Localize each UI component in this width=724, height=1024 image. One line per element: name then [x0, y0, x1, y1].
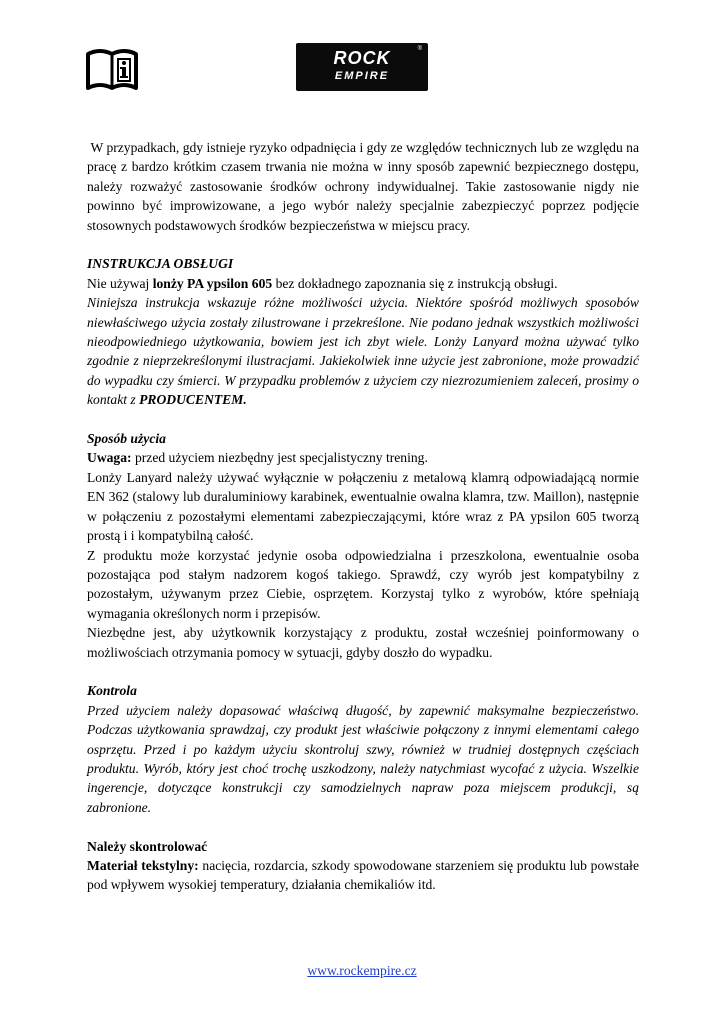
material-text: nacięcia, rozdarcia, szkody spowodowane starzeniem się produktu lub powstałe pod wpływem wysokiej temperatury, działania chemikaliów itd.: [87, 857, 639, 893]
rock-empire-logo: [296, 43, 428, 91]
product-name: lonży PA ypsilon 605: [152, 275, 273, 291]
material-paragraph: [87, 856, 639, 895]
document-body: [87, 138, 639, 895]
uwaga-text: przed użyciem niezbędny jest specjalistyczny trening.: [131, 450, 428, 466]
logo-registered-mark: ®: [417, 46, 422, 52]
uwaga-label: Uwaga:: [87, 450, 132, 466]
intro-paragraph: [87, 138, 639, 235]
instrukcja-line1-after: bez dokładnego zapoznania się z instrukcją obsługi.: [272, 275, 558, 291]
skontrolowac-heading: Należy skontrolować: [87, 838, 208, 854]
sposob-paragraph-3: Niezbędne jest, aby użytkownik korzystający z produktu, został wcześniej poinformowany o możliwościach otrzymania pomocy w sytuacji, gdyby doszło do wypadku.: [87, 625, 639, 660]
instrukcja-line1-before: Nie używaj: [87, 275, 153, 291]
sposob-paragraph-1: Lonży Lanyard należy używać wyłącznie w połączeniu z metalową klamrą odpowiadającą normie EN 362 (stalowy lub duraluminiowy karabinek, ewentualnie owalna klamra, tzw. Maillon), następnie w połączeniu z pozostałymi elementami zabezpieczającymi, które wraz z PA ypsilon 605 tworzą prostą i i kompatybilną całość.: [87, 469, 639, 544]
page-header: [0, 0, 724, 110]
instrukcja-heading: INSTRUKCJA OBSŁUGI: [87, 256, 234, 272]
logo-line1: ROCK: [333, 48, 391, 68]
instrukcja-line1: [87, 274, 639, 293]
kontrola-heading: Kontrola: [87, 683, 137, 699]
instrukcja-italic-text: Niniejsza instrukcja wskazuje różne możliwości użycia. Niektóre spośród możliwych sposobów niewłaściwego użycia zostały zilustrowane i przekreślone. Nie podano jednak wszystkich możliwości nieodpowiedniego użytkowania, bowiem jest ich zbyt wiele. Lonży Lanyard można używać tylko zgodnie z nieprzekreślonymi ilustracjami. Jakiekolwiek inne użycie jest zabronione, może prowadzić do wypadku czy śmierci. W przypadku problemów z użyciem czy niezrozumieniem zaleceń, prosimy o kontakt z: [87, 295, 639, 408]
sposob-heading: Sposób użycia: [87, 431, 166, 447]
intro-text: W przypadkach, gdy istnieje ryzyko odpadnięcia i gdy ze względów technicznych lub ze względu na pracę z bardzo krótkim czasem trwania nie można w inny sposób zapewnić bezpiecznego dostępu, należy rozważyć zastosowanie środków ochrony indywidualnej. Takie zastosowanie nigdy nie powinno być improwizowane, a jego wybór należy specjalnie zabezpieczyć poprzez podjęcie stosownych podstawowych środków bezpieczeństwa w miejscu pracy.: [87, 140, 639, 233]
producer-emphasis: PRODUCENTEM.: [139, 392, 247, 408]
sposob-paragraph-2: Z produktu może korzystać jedynie osoba odpowiedzialna i przeszkolona, ewentualnie osoba pozostająca pod stałym nadzorem kogoś takiego. Sprawdź, czy wyrób jest kompatybilny z pozostałym, używanym przez Ciebie, osprzętem. Korzystaj tylko z wyrobów, które spełniają wymagania określonych norm i przepisów.: [87, 547, 639, 621]
material-label: Materiał tekstylny:: [87, 857, 199, 873]
website-link[interactable]: www.rockempire.cz: [307, 963, 417, 978]
kontrola-paragraph: Przed użyciem należy dopasować właściwą długość, by zapewnić maksymalne bezpieczeństwo. Podczas użytkowania sprawdzaj, czy produkt jest właściwie połączony z innymi elementami całego osprzętu. Przed i po każdym użyciu skontroluj szwy, również w trudniej dostępnych częściach produktu. Wyrób, który jest choć trochę uszkodzony, należy natychmiast wycofać z użycia. Wszelkie ingerencje, dotyczące konstrukcji czy samodzielnych napraw poza miejscem produkcji, są zabronione.: [87, 702, 639, 815]
uwaga-line: [87, 448, 639, 467]
manual-info-icon: [84, 48, 140, 92]
instrukcja-italic-paragraph: [87, 293, 639, 409]
page-footer: [0, 961, 724, 980]
logo-line2: EMPIRE: [334, 70, 390, 82]
